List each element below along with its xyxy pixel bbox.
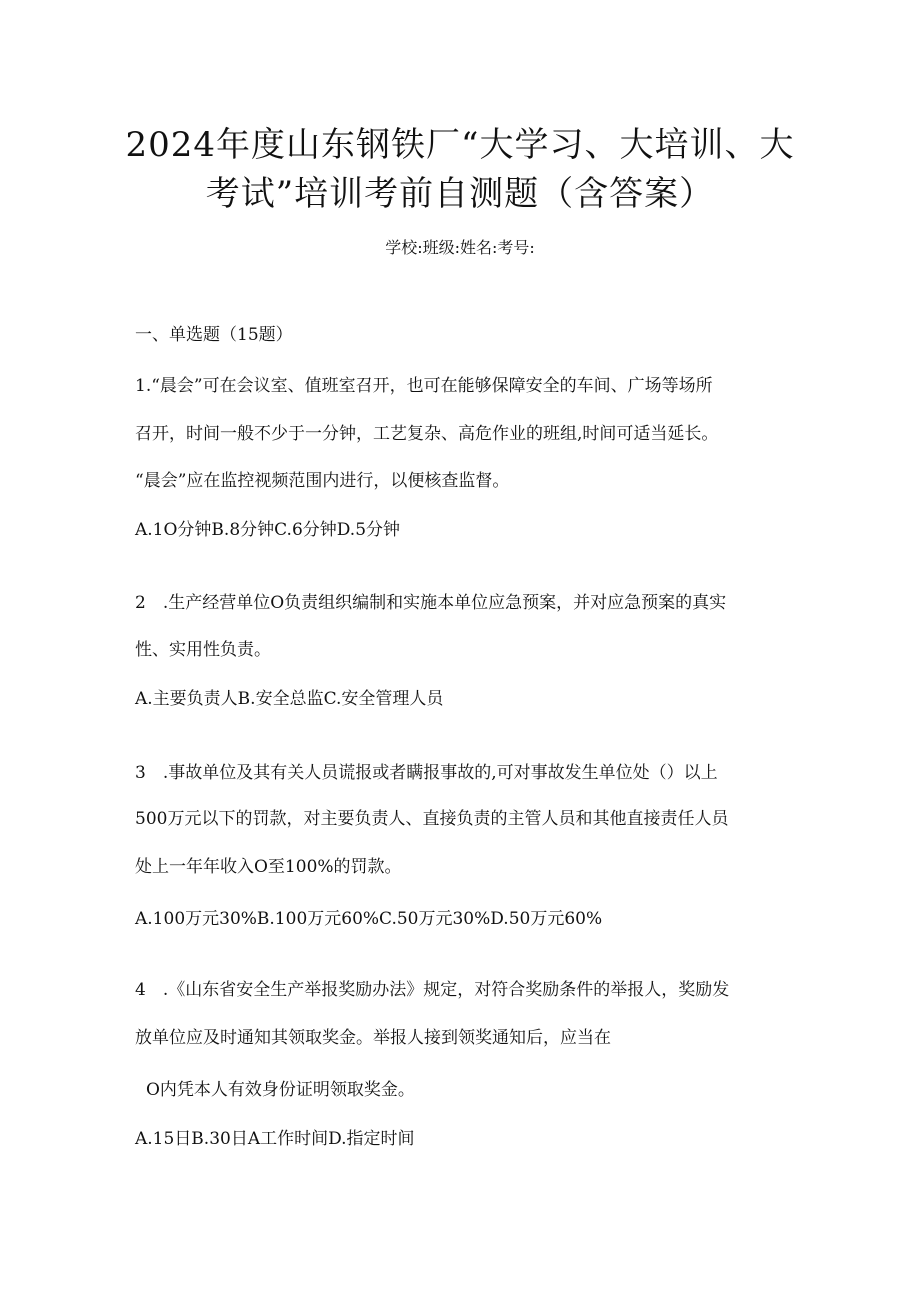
document-title-line-1: 2024年度山东钢铁厂“大学习、大培训、大 [125,125,795,165]
question-4-line-2: 放单位应及时通知其领取奖金。举报人接到领奖通知后，应当在 [135,1028,611,1048]
question-4-line-1: 4 .《山东省安全生产举报奖励办法》规定，对符合奖励条件的举报人，奖励发 [135,980,730,1000]
question-3-line-2: 500万元以下的罚款，对主要负责人、直接负责的主管人员和其他直接责任人员 [135,809,729,829]
question-1-line-2: 召开，时间一般不少于一分钟，工艺复杂、高危作业的班组,时间可适当延长。 [135,424,719,444]
question-3-options: A.100万元30%B.100万元60%C.50万元30%D.50万元60% [135,909,603,929]
question-4-options: A.15日B.30日A工作时间D.指定时间 [135,1129,415,1149]
question-3-line-3: 处上一年年收入O至100%的罚款。 [135,857,402,877]
student-info-line: 学校:班级:姓名:考号: [385,238,535,257]
question-2-options: A.主要负责人B.安全总监C.安全管理人员 [135,689,444,709]
question-4-line-3: O内凭本人有效身份证明领取奖金。 [146,1080,415,1100]
document-title-line-2: 考试”培训考前自测题（含答案） [205,174,715,214]
question-1-line-1: 1.“晨会”可在会议室、值班室召开，也可在能够保障安全的车间、广场等场所 [135,376,713,396]
question-2-line-1: 2 .生产经营单位O负责组织编制和实施本单位应急预案，并对应急预案的真实 [135,593,727,613]
question-3-line-1: 3 .事故单位及其有关人员谎报或者瞒报事故的,可对事故发生单位处（）以上 [135,763,718,783]
section-heading: 一、单选题（15题） [135,325,293,345]
question-1-options: A.1O分钟B.8分钟C.6分钟D.5分钟 [135,520,401,540]
question-1-line-3: “晨会”应在监控视频范围内进行，以便核查监督。 [135,471,510,491]
question-2-line-2: 性、实用性负责。 [135,640,271,660]
